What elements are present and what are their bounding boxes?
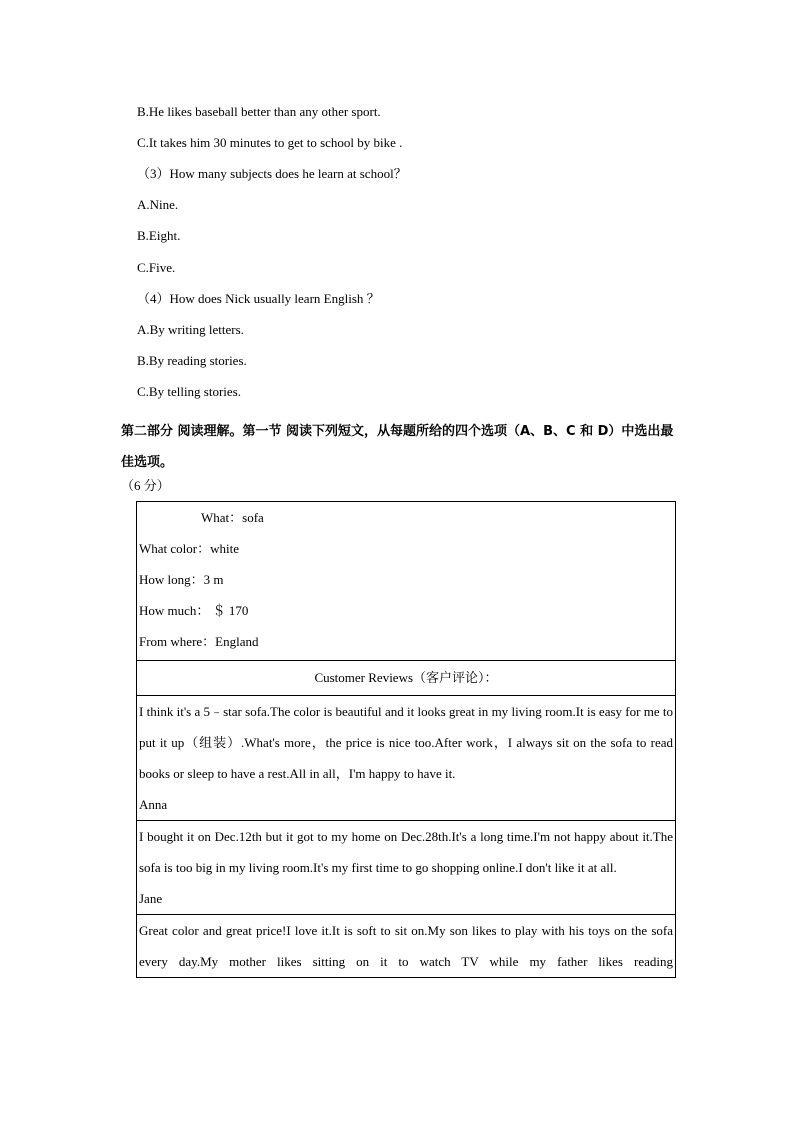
- option-q3-b: B.Eight.: [137, 228, 181, 243]
- product-info-cell: [137, 502, 676, 661]
- option-q4-c: C.By telling stories.: [137, 384, 241, 399]
- product-length: How long：3 m: [139, 572, 224, 587]
- review-cell: [137, 915, 676, 978]
- reviews-title-row: [137, 661, 676, 696]
- reviews-title: [137, 661, 676, 696]
- reviews-title-text: Customer Reviews（客户评论）：: [314, 670, 498, 685]
- question-4: （4）How does Nick usually learn English ？: [137, 291, 380, 306]
- product-color: What color：white: [139, 541, 239, 556]
- review-text: I think it's a 5﹣star sofa.The color is beautiful and it looks great in my living room.It is easy for me to put it up（组装）.What's more，the price is nice too.After work，I always sit on the sofa to read books or sleep to have a rest.All in all，I'm happy to have it.: [139, 704, 673, 781]
- section-heading: 第二部分 阅读理解。第一节 阅读下列短文，从每题所给的四个选项（A、B、C 和 D）中选出最佳选项。: [121, 424, 674, 470]
- product-origin: From where：England: [139, 634, 259, 649]
- product-what: What：sofa: [201, 510, 264, 525]
- review-author: Anna: [139, 797, 168, 812]
- review-text: I bought it on Dec.12th but it got to my home on Dec.28th.It's a long time.I'm not happy about it.The sofa is too big in my living room.It's my first time to go shopping online.I don't like it at all.: [139, 829, 673, 875]
- review-author: Jane: [139, 891, 163, 906]
- option-q2-c: C.It takes him 30 minutes to get to school by bike .: [137, 135, 403, 150]
- option-q3-c: C.Five.: [137, 260, 176, 275]
- section-score: （6 分）: [121, 478, 170, 493]
- product-table: [136, 501, 676, 978]
- review-text: Great color and great price!I love it.It is soft to sit on.My son likes to play with his toys on the sofa every day.My mother likes sitting on it to watch TV while my father likes reading: [139, 923, 673, 969]
- question-3: （3）How many subjects does he learn at school？: [137, 166, 407, 181]
- review-row: [137, 915, 676, 978]
- review-cell: [137, 821, 676, 915]
- product-info-row: [137, 502, 676, 661]
- review-cell: [137, 696, 676, 821]
- option-q4-b: B.By reading stories.: [137, 353, 247, 368]
- review-row: [137, 696, 676, 821]
- review-row: [137, 821, 676, 915]
- option-q4-a: A.By writing letters.: [137, 322, 244, 337]
- option-q2-b: B.He likes baseball better than any other sport.: [137, 104, 381, 119]
- product-price: How much： ＄ 170: [139, 603, 249, 618]
- option-q3-a: A.Nine.: [137, 197, 179, 212]
